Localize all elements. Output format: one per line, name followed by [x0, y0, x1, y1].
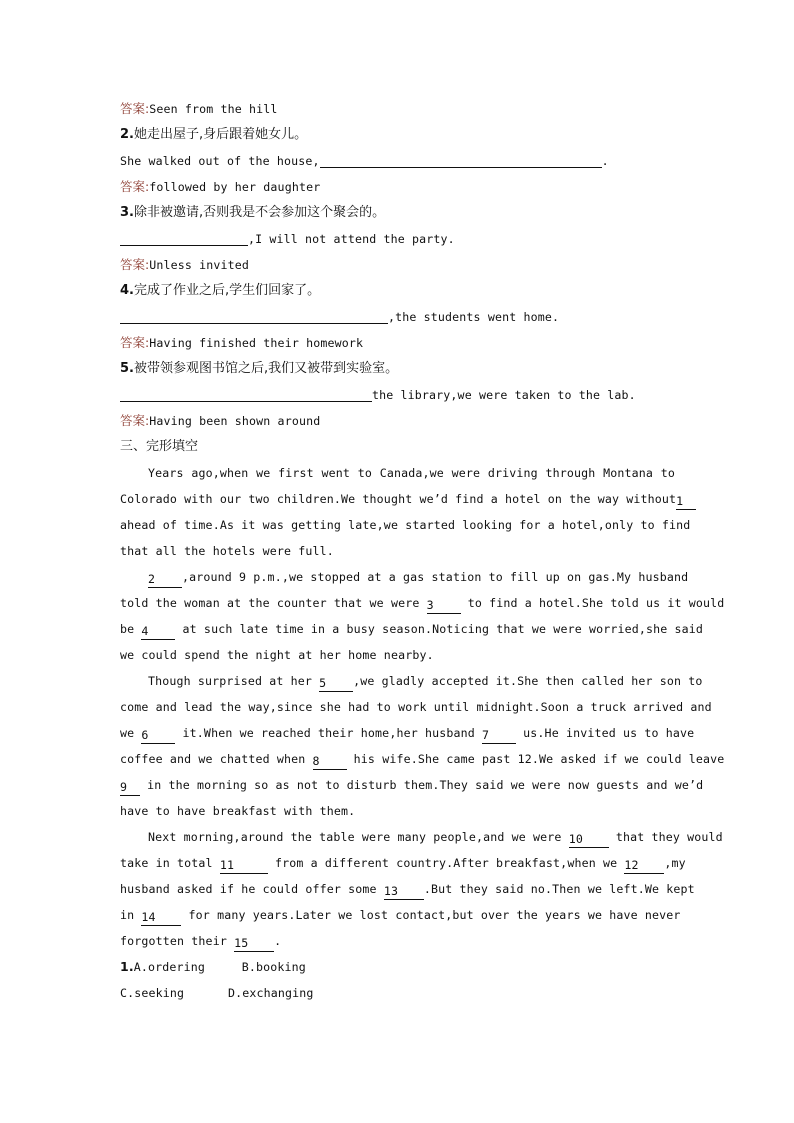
option-c[interactable]: C.seeking — [120, 986, 185, 1000]
cloze-blank-2[interactable]: 2 — [148, 572, 182, 588]
passage-line: 9 in the morning so as not to disturb them.They said we were now guests and we’d — [120, 778, 704, 794]
cloze-blank-13[interactable]: 13 — [384, 884, 424, 900]
answer-line-5 — [120, 408, 675, 434]
answer-text: Having finished their homework — [149, 336, 364, 350]
answer-blank[interactable] — [120, 387, 372, 402]
question-number: 5. — [120, 361, 134, 376]
question-5-chinese: 5.被带领参观图书馆之后,我们又被带到实验室。 — [120, 361, 399, 376]
answer-label: 答案: — [120, 179, 150, 194]
passage-line: husband asked if he could offer some 13 .But they said no.Then we left.We kept — [120, 882, 695, 898]
passage-line: take in total 11 from a different country.After breakfast,when we 12 ,my — [120, 856, 686, 872]
question-4-english: ,the students went home. — [120, 304, 675, 330]
cloze-blank-8[interactable]: 8 — [313, 754, 347, 770]
section-title: 三、完形填空 — [120, 439, 199, 454]
passage-line: coffee and we chatted when 8 his wife.She came past 12.We asked if we could leave — [120, 752, 725, 768]
answer-label: 答案: — [120, 335, 150, 350]
cloze-blank-6[interactable]: 6 — [141, 728, 175, 744]
answer-line-2 — [120, 174, 675, 200]
cloze-blank-14[interactable]: 14 — [141, 910, 181, 926]
answer-blank[interactable] — [120, 309, 388, 324]
passage-line: ahead of time.As it was getting late,we started looking for a hotel,only to find — [120, 518, 691, 532]
passage-line: be 4 at such late time in a busy season.Noticing that we were worried,she said — [120, 622, 704, 638]
cloze-blank-9[interactable]: 9 — [120, 780, 140, 796]
answer-text: followed by her daughter — [149, 180, 321, 194]
answer-text: Unless invited — [149, 258, 250, 272]
passage-line: forgotten their 15 . — [120, 934, 282, 950]
passage-line: come and lead the way,since she had to work until midnight.Soon a truck arrived and — [120, 700, 712, 714]
option-b[interactable]: B.booking — [241, 960, 306, 974]
passage-line: Years ago,when we first went to Canada,we were driving through Montana to — [148, 466, 675, 480]
answer-label: 答案: — [120, 257, 150, 272]
option-d[interactable]: D.exchanging — [228, 986, 314, 1000]
cloze-blank-15[interactable]: 15 — [234, 936, 274, 952]
answer-label: 答案: — [120, 101, 150, 116]
passage-line: have to have breakfast with them. — [120, 804, 356, 818]
question-3-english: ,I will not attend the party. — [120, 226, 675, 252]
passage-line: we 6 it.When we reached their home,her husband 7 us.He invited us to have — [120, 726, 695, 742]
answer-line-3 — [120, 252, 675, 278]
question-2-english: She walked out of the house, . — [120, 154, 609, 168]
passage-line: Though surprised at her 5 ,we gladly accepted it.She then called her son to — [148, 674, 703, 690]
question-2-chinese: 2.她走出屋子,身后跟着她女儿。 — [120, 127, 308, 142]
answer-label: 答案: — [120, 413, 150, 428]
cloze-blank-1[interactable]: 1 — [676, 494, 696, 510]
passage-line: 2 ,around 9 p.m.,we stopped at a gas station to fill up on gas.My husband — [148, 570, 689, 586]
cloze-blank-4[interactable]: 4 — [141, 624, 175, 640]
passage-line: Colorado with our two children.We thought we’d find a hotel on the way without1 — [120, 486, 675, 512]
cloze-blank-3[interactable]: 3 — [427, 598, 461, 614]
answer-blank[interactable] — [320, 153, 602, 168]
passage-line: in 14 for many years.Later we lost contact,but over the years we have never — [120, 908, 681, 924]
question-number: 1. — [120, 959, 134, 974]
options-row-1 — [120, 954, 675, 980]
question-number: 4. — [120, 283, 134, 298]
passage-line: that all the hotels were full. — [120, 544, 334, 558]
options-row-2 — [120, 980, 675, 1006]
passage-line: Next morning,around the table were many people,and we were 10 that they would — [148, 830, 723, 846]
question-5-english: the library,we were taken to the lab. — [120, 382, 675, 408]
question-number: 3. — [120, 205, 134, 220]
answer-blank[interactable] — [120, 231, 248, 246]
passage-line: told the woman at the counter that we were 3 to find a hotel.She told us it would — [120, 596, 725, 612]
answer-text: Seen from the hill — [149, 102, 278, 116]
question-4-chinese: 4.完成了作业之后,学生们回家了。 — [120, 283, 321, 298]
answer-text: Having been shown around — [149, 414, 321, 428]
cloze-blank-10[interactable]: 10 — [569, 832, 609, 848]
cloze-blank-7[interactable]: 7 — [482, 728, 516, 744]
answer-line-4 — [120, 330, 675, 356]
question-number: 2. — [120, 127, 134, 142]
cloze-blank-5[interactable]: 5 — [319, 676, 353, 692]
passage-line: we could spend the night at her home nearby. — [120, 648, 434, 662]
cloze-blank-11[interactable]: 11 — [220, 858, 268, 874]
answer-line-1 — [120, 96, 675, 122]
worksheet-page — [120, 96, 725, 1006]
question-3-chinese: 3.除非被邀请,否则我是不会参加这个聚会的。 — [120, 205, 386, 220]
option-a[interactable]: A.ordering — [133, 960, 206, 974]
cloze-blank-12[interactable]: 12 — [624, 858, 664, 874]
